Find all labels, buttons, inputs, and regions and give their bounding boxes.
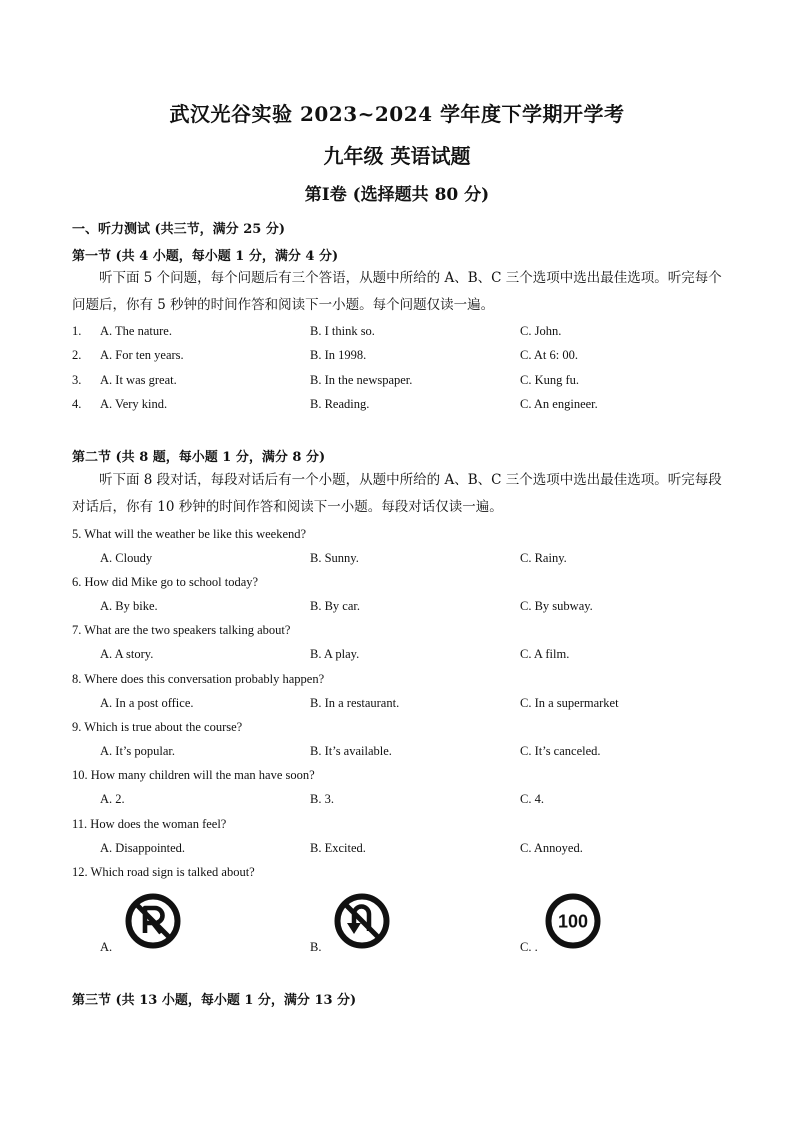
- option-c: C. At 6: 00.: [520, 348, 578, 362]
- option-c: C. 4.: [520, 792, 544, 806]
- item-number: 1.: [72, 324, 82, 338]
- list-item: [0, 373, 794, 391]
- volume-heading: 第Ⅰ卷 (选择题共 80 分): [304, 185, 490, 205]
- section2-heading: 第二节 (共 8 题，每小题 1 分，满分 8 分): [72, 450, 326, 465]
- part-heading: 一、听力测试 (共三节，满分 25 分): [72, 222, 285, 237]
- options-row: [0, 696, 794, 714]
- option-c: C. An engineer.: [520, 397, 598, 411]
- option-c: C. Kung fu.: [520, 373, 580, 387]
- option-a: A. A story.: [100, 647, 154, 661]
- section3-heading: 第三节 (共 13 小题，每小题 1 分，满分 13 分): [72, 993, 357, 1008]
- option-a: A.: [100, 940, 113, 954]
- item-number: 3.: [72, 373, 82, 387]
- speed-limit-text: 100: [557, 911, 589, 932]
- options-row: [0, 792, 794, 810]
- question-text: 6. How did Mike go to school today?: [72, 575, 259, 589]
- list-item: [0, 397, 794, 415]
- option-b: B.: [310, 940, 322, 954]
- option-c: C. Annoyed.: [520, 841, 583, 855]
- item-number: 2.: [72, 348, 82, 362]
- options-row: [0, 841, 794, 859]
- option-c: C. In a supermarket: [520, 696, 619, 710]
- question-text: 11. How does the woman feel?: [72, 817, 227, 831]
- option-a: A. It was great.: [100, 373, 177, 387]
- option-a: A. Cloudy: [100, 551, 153, 565]
- option-b: B. A play.: [310, 647, 360, 661]
- option-a: A. 2.: [100, 792, 125, 806]
- option-b: B. 3.: [310, 792, 334, 806]
- question-text: 10. How many children will the man have soon?: [72, 768, 315, 782]
- list-item: [0, 324, 794, 342]
- option-b: B. Excited.: [310, 841, 366, 855]
- question-text: 7. What are the two speakers talking about?: [72, 623, 291, 637]
- option-c: C. John.: [520, 324, 562, 338]
- option-a: A. It’s popular.: [100, 744, 175, 758]
- item-number: 4.: [72, 397, 82, 411]
- option-b: B. Reading.: [310, 397, 370, 411]
- option-b: B. I think so.: [310, 324, 375, 338]
- option-b: B. In the newspaper.: [310, 373, 413, 387]
- question-text: 8. Where does this conversation probably happen?: [72, 672, 325, 686]
- option-b: B. In 1998.: [310, 348, 367, 362]
- option-b: B. Sunny.: [310, 551, 359, 565]
- exam-subtitle: 九年级 英语试题: [323, 144, 471, 168]
- option-b: B. It’s available.: [310, 744, 392, 758]
- exam-title: 武汉光谷实验 2023~2024 学年度下学期开学考: [169, 102, 625, 126]
- options-row: [0, 744, 794, 762]
- section2-instructions: 听下面 8 段对话，每段对话后有一个小题，从题中所给的 A、B、C 三个选项中选出最佳选项。听完每段对话后，你有 10 秒钟的时间作答和阅读下一小题。每段对话仅读一遍。: [72, 472, 722, 515]
- option-c: C. .: [520, 940, 538, 954]
- option-c: C. By subway.: [520, 599, 593, 613]
- option-c: C. A film.: [520, 647, 570, 661]
- option-a: A. Very kind.: [100, 397, 168, 411]
- options-row: [0, 940, 794, 958]
- question-text: 9. Which is true about the course?: [72, 720, 243, 734]
- section1-instructions: 听下面 5 个问题，每个问题后有三个答语，从题中所给的 A、B、C 三个选项中选出最佳选项。听完每个问题后，你有 5 秒钟的时间作答和阅读下一小题。每个问题仅读一遍。: [72, 270, 722, 313]
- option-a: A. Disappointed.: [100, 841, 186, 855]
- section1-heading: 第一节 (共 4 小题，每小题 1 分，满分 4 分): [72, 249, 339, 264]
- options-row: [0, 647, 794, 665]
- option-b: B. By car.: [310, 599, 360, 613]
- question-text: 5. What will the weather be like this weekend?: [72, 527, 307, 541]
- option-a: A. For ten years.: [100, 348, 184, 362]
- list-item: [0, 348, 794, 366]
- options-row: [0, 551, 794, 569]
- option-a: A. By bike.: [100, 599, 158, 613]
- option-a: A. In a post office.: [100, 696, 194, 710]
- options-row: [0, 599, 794, 617]
- option-c: C. Rainy.: [520, 551, 567, 565]
- question-text: 12. Which road sign is talked about?: [72, 865, 255, 879]
- option-a: A. The nature.: [100, 324, 172, 338]
- option-b: B. In a restaurant.: [310, 696, 400, 710]
- option-c: C. It’s canceled.: [520, 744, 601, 758]
